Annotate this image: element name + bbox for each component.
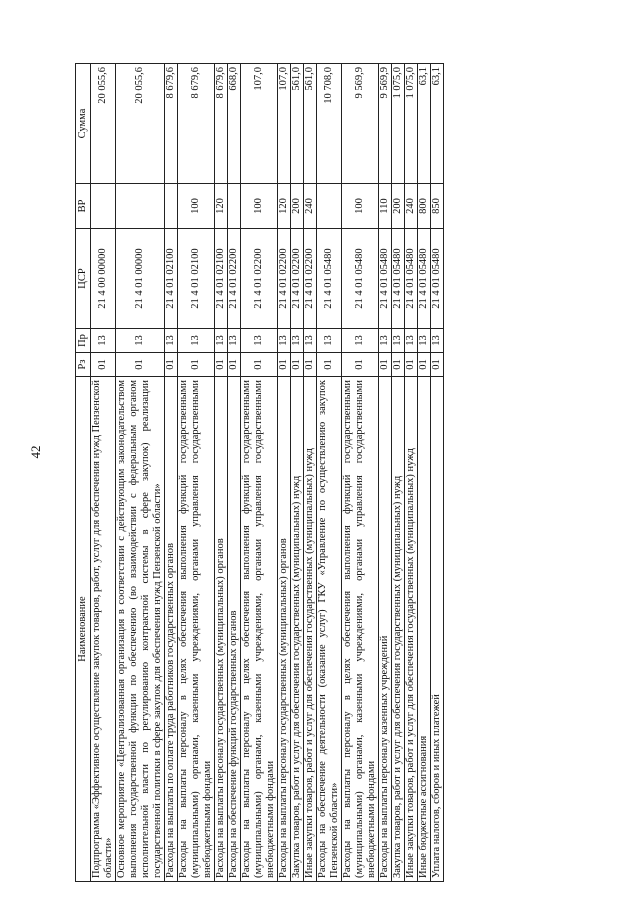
cell-csr: 21 4 01 05480 (405, 229, 418, 329)
cell-name: Закупка товаров, работ и услуг для обеспечения государственных (муниципальных) нужд (291, 377, 304, 882)
table-row (392, 64, 405, 882)
cell-vr: 200 (392, 184, 405, 229)
cell-csr: 21 4 01 05480 (431, 229, 444, 329)
cell-vr: 850 (431, 184, 444, 229)
cell-sum: 63,1 (431, 64, 444, 184)
cell-name: Расходы на выплаты персоналу государственных (муниципальных) органов (278, 377, 291, 882)
table-row (342, 64, 379, 882)
cell-vr: 100 (178, 184, 215, 229)
cell-name: Подпрограмма «Эффективное осуществление закупок товаров, работ, услуг для обеспечения нужд Пензенской области» (91, 377, 116, 882)
cell-csr: 21 4 01 02200 (304, 229, 317, 329)
cell-pr: 13 (178, 329, 215, 353)
cell-vr (165, 184, 178, 229)
cell-rz: 01 (165, 353, 178, 377)
cell-pr: 13 (278, 329, 291, 353)
header-name: Наименование (76, 377, 91, 882)
table-row (431, 64, 444, 882)
cell-vr (91, 184, 116, 229)
cell-rz: 01 (278, 353, 291, 377)
table-row (165, 64, 178, 882)
table-row (116, 64, 165, 882)
cell-rz: 01 (418, 353, 431, 377)
cell-rz: 01 (228, 353, 241, 377)
cell-pr: 13 (392, 329, 405, 353)
cell-rz: 01 (241, 353, 278, 377)
cell-rz: 01 (431, 353, 444, 377)
cell-csr: 21 4 01 02200 (241, 229, 278, 329)
cell-name: Расходы на выплаты персоналу государственных (муниципальных) органов (215, 377, 228, 882)
cell-rz: 01 (317, 353, 342, 377)
cell-vr: 800 (418, 184, 431, 229)
cell-rz: 01 (291, 353, 304, 377)
cell-name: Иные закупки товаров, работ и услуг для обеспечения государственных (муниципальных) нужд (304, 377, 317, 882)
cell-pr: 13 (116, 329, 165, 353)
cell-sum: 668,0 (228, 64, 241, 184)
cell-pr: 13 (405, 329, 418, 353)
cell-name: Расходы на выплаты персоналу в целях обеспечения выполнения функций государственными (муниципальными) органами, казенными учреждениями, органами управления государственными внебюджетными фондами (241, 377, 278, 882)
cell-sum: 8 679,6 (165, 64, 178, 184)
cell-pr: 13 (241, 329, 278, 353)
cell-vr (228, 184, 241, 229)
cell-sum: 9 569,9 (379, 64, 392, 184)
table-row (405, 64, 418, 882)
table-row (278, 64, 291, 882)
cell-vr: 200 (291, 184, 304, 229)
cell-sum: 10 708,0 (317, 64, 342, 184)
cell-vr: 120 (278, 184, 291, 229)
cell-csr: 21 4 00 00000 (91, 229, 116, 329)
cell-csr: 21 4 01 00000 (116, 229, 165, 329)
table-row (291, 64, 304, 882)
cell-sum: 1 075,0 (405, 64, 418, 184)
cell-name: Иные бюджетные ассигнования (418, 377, 431, 882)
cell-vr: 100 (241, 184, 278, 229)
cell-csr: 21 4 01 02100 (165, 229, 178, 329)
cell-pr: 13 (317, 329, 342, 353)
cell-pr: 13 (165, 329, 178, 353)
cell-pr: 13 (91, 329, 116, 353)
table-row (178, 64, 215, 882)
cell-name: Расходы на выплаты персоналу казенных учреждений (379, 377, 392, 882)
cell-csr: 21 4 01 05480 (418, 229, 431, 329)
cell-name: Расходы на выплаты по оплате труда работников государственных органов (165, 377, 178, 882)
header-pr: Пр (76, 329, 91, 353)
header-rz: Рз (76, 353, 91, 377)
table-row (317, 64, 342, 882)
table-body (91, 64, 444, 882)
cell-name: Расходы на выплаты персоналу в целях обеспечения выполнения функций государственными (муниципальными) органами, казенными учреждениями, органами управления государственными внебюджетными фондами (178, 377, 215, 882)
cell-rz: 01 (405, 353, 418, 377)
rotated-page-content (75, 64, 563, 882)
cell-vr: 240 (405, 184, 418, 229)
table-row (91, 64, 116, 882)
cell-rz: 01 (392, 353, 405, 377)
cell-sum: 20 055,6 (116, 64, 165, 184)
page-number: 42 (28, 445, 43, 459)
table-header-row (76, 64, 91, 882)
cell-csr: 21 4 01 02100 (215, 229, 228, 329)
cell-csr: 21 4 01 05480 (392, 229, 405, 329)
cell-csr: 21 4 01 05480 (342, 229, 379, 329)
cell-pr: 13 (431, 329, 444, 353)
cell-sum: 8 679,6 (178, 64, 215, 184)
cell-csr: 21 4 01 02200 (291, 229, 304, 329)
cell-sum: 561,0 (291, 64, 304, 184)
cell-rz: 01 (379, 353, 392, 377)
cell-name: Закупка товаров, работ и услуг для обеспечения государственных (муниципальных) нужд (392, 377, 405, 882)
cell-vr: 100 (342, 184, 379, 229)
cell-rz: 01 (91, 353, 116, 377)
cell-pr: 13 (342, 329, 379, 353)
cell-csr: 21 4 01 02200 (278, 229, 291, 329)
cell-sum: 20 055,6 (91, 64, 116, 184)
table-row (379, 64, 392, 882)
cell-vr: 110 (379, 184, 392, 229)
cell-sum: 63,1 (418, 64, 431, 184)
cell-name: Расходы на обеспечение функций государственных органов (228, 377, 241, 882)
cell-name: Расходы на выплаты персоналу в целях обеспечения выполнения функций государственными (муниципальными) органами, казенными учреждениями, органами управления государственными внебюджетными фондами (342, 377, 379, 882)
cell-rz: 01 (215, 353, 228, 377)
table-row (228, 64, 241, 882)
table-row (215, 64, 228, 882)
cell-sum: 561,0 (304, 64, 317, 184)
cell-vr (116, 184, 165, 229)
cell-pr: 13 (418, 329, 431, 353)
table-row (418, 64, 431, 882)
cell-csr: 21 4 01 02200 (228, 229, 241, 329)
cell-rz: 01 (178, 353, 215, 377)
cell-pr: 13 (379, 329, 392, 353)
header-csr: ЦСР (76, 229, 91, 329)
table-row (241, 64, 278, 882)
cell-sum: 107,0 (241, 64, 278, 184)
cell-csr: 21 4 01 02100 (178, 229, 215, 329)
cell-rz: 01 (304, 353, 317, 377)
cell-rz: 01 (116, 353, 165, 377)
cell-vr: 120 (215, 184, 228, 229)
cell-name: Уплата налогов, сборов и иных платежей (431, 377, 444, 882)
cell-name: Расходы на обеспечение деятельности (оказание услуг) ГКУ «Управление по осуществлению закупок Пензенской области» (317, 377, 342, 882)
cell-sum: 107,0 (278, 64, 291, 184)
cell-pr: 13 (304, 329, 317, 353)
cell-csr: 21 4 01 05480 (317, 229, 342, 329)
cell-sum: 1 075,0 (392, 64, 405, 184)
cell-name: Иные закупки товаров, работ и услуг для обеспечения государственных (муниципальных) нужд (405, 377, 418, 882)
header-sum: Сумма (76, 64, 91, 184)
budget-table (75, 63, 444, 882)
cell-vr: 240 (304, 184, 317, 229)
cell-name: Основное мероприятие «Централизованная организация в соответствии с действующим законодательством выполнения государственной функции по обеспечению (во взаимодействии с федеральным органом исполнительной власти по регулированию контрактной системы в сфере закупок) реализации государственной политики в сфере закупок для обеспечения нужд Пензенской области» (116, 377, 165, 882)
table-row (304, 64, 317, 882)
cell-csr: 21 4 01 05480 (379, 229, 392, 329)
header-vr: ВР (76, 184, 91, 229)
cell-pr: 13 (291, 329, 304, 353)
cell-sum: 9 569,9 (342, 64, 379, 184)
cell-sum: 8 679,6 (215, 64, 228, 184)
cell-pr: 13 (228, 329, 241, 353)
cell-vr (317, 184, 342, 229)
cell-pr: 13 (215, 329, 228, 353)
cell-rz: 01 (342, 353, 379, 377)
